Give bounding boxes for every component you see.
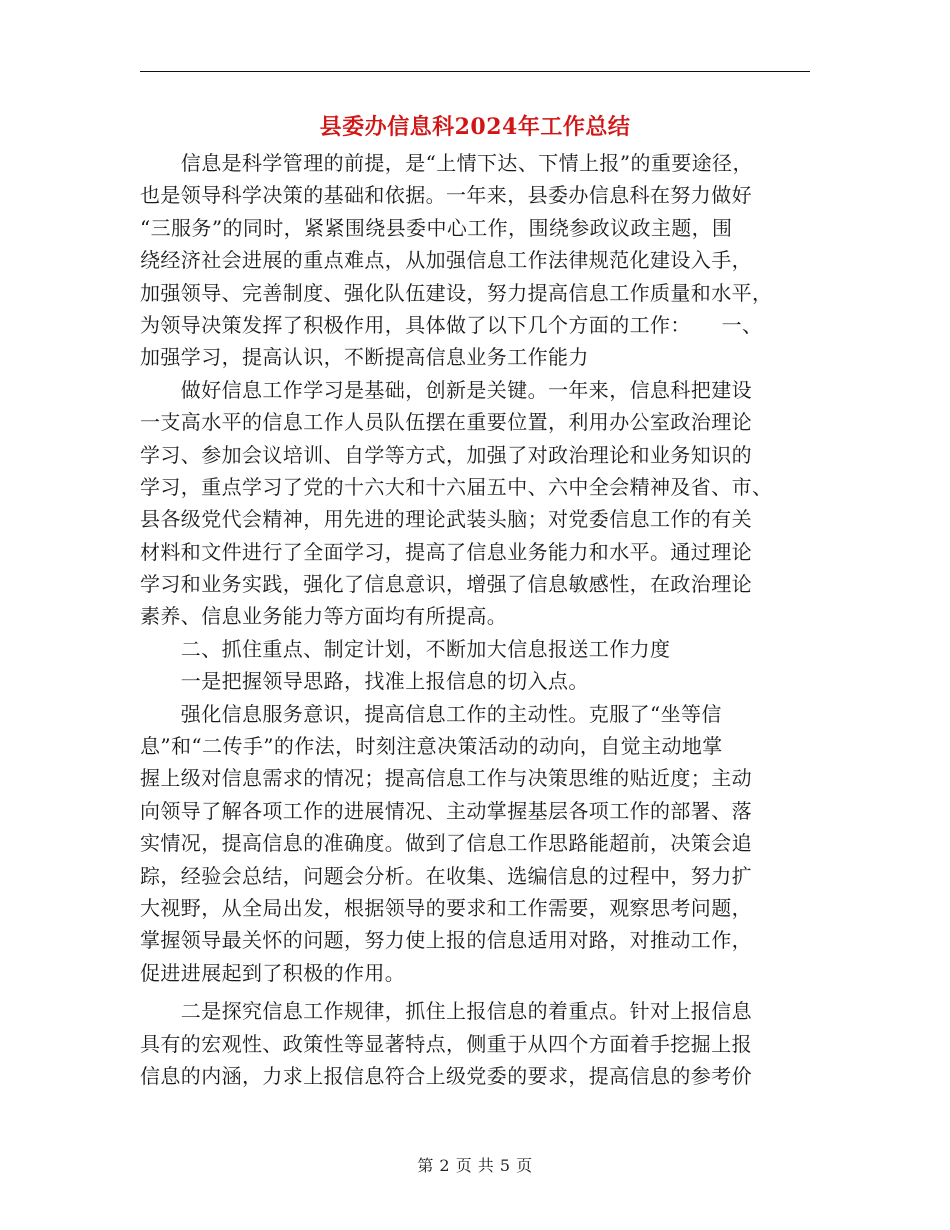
body-line: 学习和业务实践，强化了信息意识，增强了信息敏感性，在政治理论 <box>140 572 752 597</box>
body-line: 材料和文件进行了全面学习，提高了信息业务能力和水平。通过理论 <box>140 539 752 564</box>
body-line: 实情况，提高信息的准确度。做到了信息工作思路能超前，决策会追 <box>140 831 752 856</box>
section-heading: 二、抓住重点、制定计划，不断加大信息报送工作力度 <box>140 636 671 661</box>
body-line: 学习、参加会议培训、自学等方式，加强了对政治理论和业务知识的 <box>140 442 752 467</box>
body-line: 大视野，从全局出发，根据领导的要求和工作需要，观察思考问题， <box>140 895 752 920</box>
document-title: 县委办信息科2024年工作总结 <box>319 114 631 140</box>
body-line: 素养、信息业务能力等方面均有所提高。 <box>140 604 508 629</box>
page-number-footer: 第 2 页 共 5 页 <box>417 1156 533 1175</box>
body-line: 息”和“二传手”的作法，时刻注意决策活动的动向，自觉主动地掌 <box>140 734 723 759</box>
body-line: 信息的内涵，力求上报信息符合上级党委的要求，提高信息的参考价 <box>140 1063 752 1088</box>
body-line: 信息是科学管理的前提，是“上情下达、下情上报”的重要途径， <box>140 151 753 175</box>
body-line: 一支高水平的信息工作人员队伍摆在重要位置，利用办公室政治理论 <box>140 410 752 435</box>
body-line: 握上级对信息需求的情况；提高信息工作与决策思维的贴近度；主动 <box>140 766 752 791</box>
body-line: 促进进展起到了积极的作用。 <box>140 960 406 985</box>
subsection-heading: 一是把握领导思路，找准上报信息的切入点。 <box>140 669 589 694</box>
body-line: 做好信息工作学习是基础，创新是关键。一年来，信息科把建设 <box>140 377 752 402</box>
body-line: 向领导了解各项工作的进展情况、主动掌握基层各项工作的部署、落 <box>140 798 752 823</box>
body-line: 具有的宏观性、政策性等显著特点，侧重于从四个方面着手挖掘上报 <box>140 1031 752 1056</box>
body-line: 掌握领导最关怀的问题，努力使上报的信息适用对路，对推动工作， <box>140 928 752 953</box>
body-line: “三服务”的同时，紧紧围绕县委中心工作，围绕参政议政主题，围 <box>140 215 733 240</box>
body-line: 强化信息服务意识，提高信息工作的主动性。克服了“坐等信 <box>140 701 722 726</box>
body-line: 也是领导科学决策的基础和依据。一年来，县委办信息科在努力做好 <box>140 183 752 208</box>
body-line: 学习，重点学习了党的十六大和十六届五中、六中全会精神及省、市、 <box>140 474 773 499</box>
body-line: 绕经济社会进展的重点难点，从加强信息工作法律规范化建设入手， <box>140 248 752 273</box>
body-line: 加强领导、完善制度、强化队伍建设，努力提高信息工作质量和水平， <box>140 280 773 305</box>
body-line: 县各级党代会精神，用先进的理论武装头脑；对党委信息工作的有关 <box>140 507 752 532</box>
body-line: 二是探究信息工作规律，抓住上报信息的着重点。针对上报信息 <box>140 999 752 1024</box>
header-rule <box>140 71 810 72</box>
body-line: 踪，经验会总结，问题会分析。在收集、选编信息的过程中，努力扩 <box>140 863 752 888</box>
body-line: 为领导决策发挥了积极作用，具体做了以下几个方面的工作： 一、 <box>140 312 763 337</box>
document-body <box>140 147 812 1092</box>
section-heading: 加强学习，提高认识，不断提高信息业务工作能力 <box>140 345 589 370</box>
